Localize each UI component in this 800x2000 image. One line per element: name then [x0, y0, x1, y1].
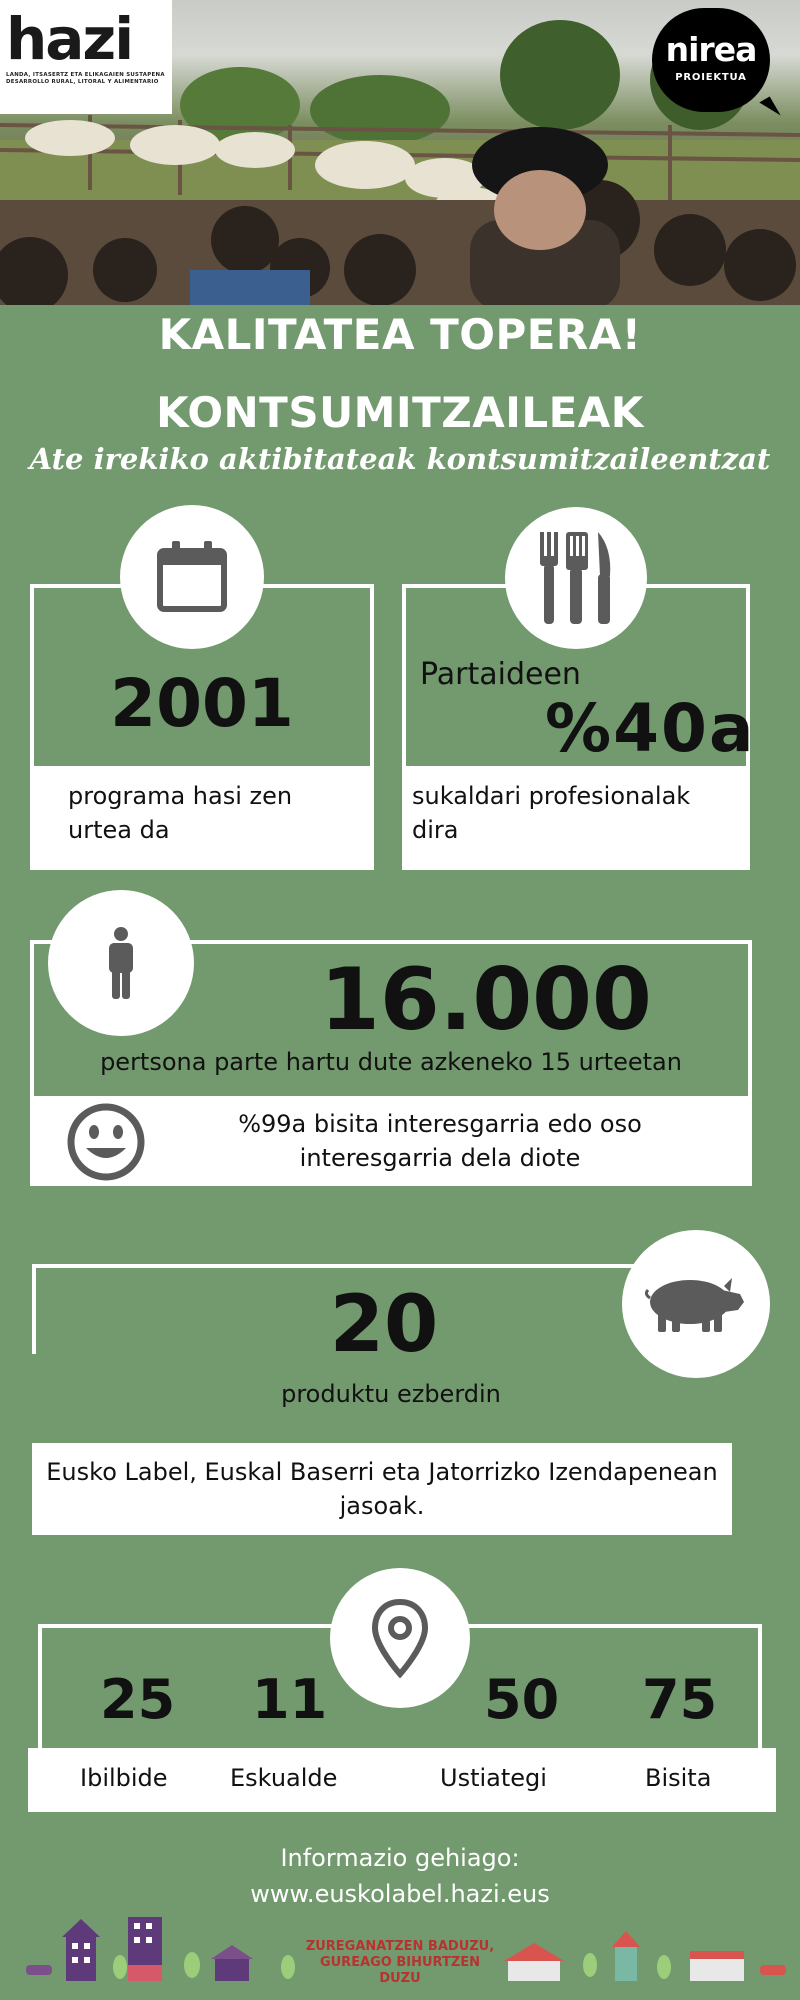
cutlery-icon: [536, 528, 616, 628]
hazi-logo-tagline-2: DESARROLLO RURAL, LITORAL Y ALIMENTARIO: [6, 79, 159, 85]
satisfaction-text: %99a bisita interesgarria edo oso interesgarria dela diote: [238, 1110, 642, 1172]
chefs-label: Partaideen: [420, 657, 581, 692]
stat-label-regions: Eskualde: [230, 1764, 338, 1792]
chefs-text: sukaldari profesionalak dira: [412, 782, 691, 844]
stat-label-farms: Ustiategi: [440, 1764, 547, 1792]
slogan: [300, 1939, 500, 1987]
products-number: 20: [329, 1280, 439, 1370]
slogan-line-1: ZUREGANATZEN BADUZU,: [305, 1939, 495, 1954]
stat-value-regions: 11: [252, 1668, 328, 1731]
products-labels-text: Eusko Label, Euskal Baserri eta Jatorrizko Izendapenean jasoak.: [46, 1458, 718, 1520]
header-photo: [0, 0, 800, 305]
smiley-icon: [66, 1102, 146, 1182]
nirea-logo-sub: PROIEKTUA: [675, 72, 747, 83]
products-caption: produktu ezberdin: [281, 1380, 501, 1408]
more-info-url[interactable]: www.euskolabel.hazi.eus: [250, 1880, 550, 1908]
stat-value-farms: 50: [484, 1668, 560, 1731]
pig-icon: [644, 1272, 748, 1336]
chefs-percentage: %40a: [545, 690, 756, 767]
subtitle: Ate irekiko aktibitateak kontsumitzaileentzat: [29, 442, 771, 476]
hazi-logo-word: hazi: [6, 5, 133, 73]
location-circle: [330, 1568, 470, 1708]
stat-value-visits: 75: [642, 1668, 718, 1731]
participants-number: 16.000: [320, 950, 652, 1050]
stat-label-routes: Ibilbide: [80, 1764, 168, 1792]
calendar-icon: [154, 539, 230, 615]
person-circle: [48, 890, 194, 1036]
nirea-logo[interactable]: [652, 8, 776, 116]
program-text: programa hasi zen urtea da: [68, 782, 293, 844]
hazi-logo-tagline-1: LANDA, ITSASERTZ ETA ELIKAGAIEN SUSTAPENA: [6, 72, 165, 78]
section-title: KONTSUMITZAILEAK: [156, 388, 644, 437]
nirea-logo-word: nirea: [665, 30, 757, 69]
cutlery-circle: [505, 507, 647, 649]
main-title: KALITATEA TOPERA!: [158, 310, 642, 359]
more-info-label: Informazio gehiago:: [280, 1844, 520, 1872]
location-pin-icon: [370, 1598, 430, 1678]
pig-circle: [622, 1230, 770, 1378]
stat-value-routes: 25: [100, 1668, 176, 1731]
hazi-logo[interactable]: [0, 0, 172, 114]
program-year: 2001: [110, 665, 294, 742]
stat-label-visits: Bisita: [645, 1764, 712, 1792]
participants-caption: pertsona parte hartu dute azkeneko 15 urteetan: [100, 1048, 682, 1076]
slogan-line-2: GUREAGO BIHURTZEN DUZU: [319, 1955, 481, 1986]
person-icon: [105, 927, 137, 999]
calendar-circle: [120, 505, 264, 649]
